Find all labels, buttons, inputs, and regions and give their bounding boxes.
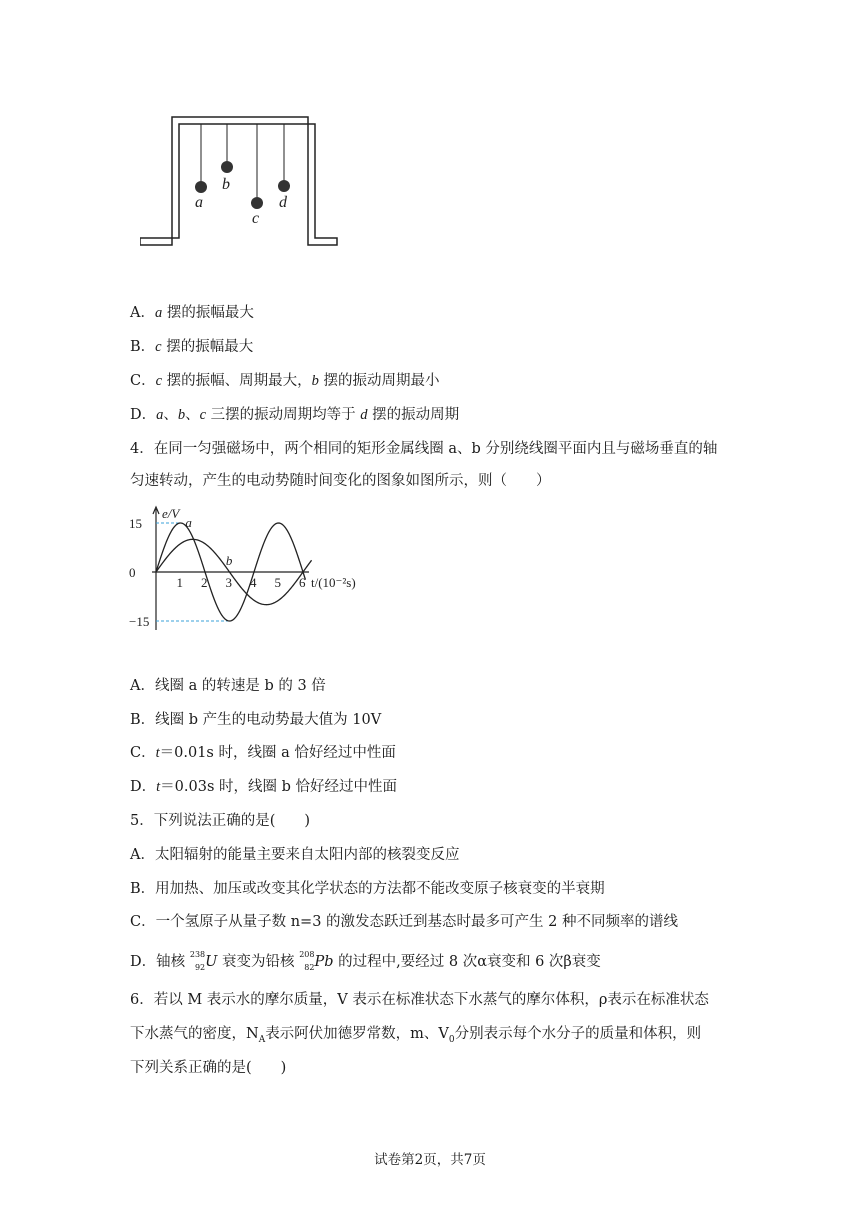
- x-tick-label-1: 1: [176, 575, 183, 590]
- q4-option-a: A．线圈 a 的转速是 b 的 3 倍: [130, 678, 326, 694]
- x-tick-label-4: 4: [250, 575, 257, 590]
- label-c: c: [252, 210, 260, 227]
- q6-line1: 6．若以 M 表示水的摩尔质量，V 表示在标准状态下水蒸气的摩尔体积，ρ表示在标准状态: [130, 992, 709, 1008]
- y-tick-label-1: 0: [129, 565, 136, 580]
- y-axis-label: e/V: [162, 506, 180, 521]
- y-tick-label-0: 15: [129, 516, 142, 531]
- q5-stem: 5．下列说法正确的是( ): [130, 813, 311, 829]
- page-footer: 试卷第2页，共7页: [374, 1152, 486, 1168]
- x-tick-label-6: 6: [299, 575, 306, 590]
- x-tick-label-2: 2: [201, 575, 208, 590]
- label-b: b: [222, 176, 230, 193]
- q5-option-b: B．用加热、加压或改变其化学状态的方法都不能改变原子核衰变的半衰期: [130, 881, 605, 897]
- label-a: a: [195, 194, 203, 211]
- bob-b: [221, 161, 233, 173]
- q4-option-c: C．t＝0.01s 时，线圈 a 恰好经过中性面: [130, 745, 396, 761]
- q4-option-d: D．t＝0.03s 时，线圈 b 恰好经过中性面: [130, 779, 398, 795]
- q4-stem-line1: 4．在同一匀强磁场中，两个相同的矩形金属线圈 a、b 分别绕线圈平面内且与磁场垂直的轴: [130, 441, 718, 457]
- q5-option-d: D．铀核 238 92 U 衰变为铅核 208 82 Pb 的过程中,要经过 8 次α衰变和 6 次β衰变: [130, 950, 601, 972]
- emf-chart: [126, 505, 376, 635]
- q6-line2: 下水蒸气的密度，$N_A$表示阿伏加德罗常数，m、$V_0$分别表示每个水分子的质量和体积，则: [130, 1026, 702, 1045]
- q3-option-a: A．a 摆的振幅最大: [130, 305, 254, 321]
- label-d: d: [279, 194, 287, 211]
- pendulum-figure: [140, 115, 340, 250]
- bob-d: [278, 180, 290, 192]
- lead-isotope: 208 82: [299, 950, 315, 972]
- q4-option-b: B．线圈 b 产生的电动势最大值为 10V: [130, 712, 382, 728]
- bob-c: [251, 197, 263, 209]
- x-tick-label-5: 5: [274, 575, 281, 590]
- q5-option-a: A．太阳辐射的能量主要来自太阳内部的核裂变反应: [130, 847, 460, 863]
- q3-option-b: B．c 摆的振幅最大: [130, 339, 254, 355]
- series-label-b: b: [225, 553, 233, 568]
- bob-a: [195, 181, 207, 193]
- x-axis-label: t/(10⁻²s): [311, 575, 356, 590]
- q5-option-c: C．一个氢原子从量子数 n=3 的激发态跃迁到基态时最多可产生 2 种不同频率的谱线: [130, 914, 678, 930]
- y-tick-label-2: −15: [129, 614, 150, 629]
- x-tick-label-3: 3: [225, 575, 232, 590]
- q6-line3: 下列关系正确的是( ): [130, 1060, 287, 1076]
- series-label-a: a: [185, 515, 192, 530]
- q4-stem-line2: 匀速转动，产生的电动势随时间变化的图象如图所示，则（ ）: [130, 473, 551, 489]
- uranium-isotope: 238 92: [189, 950, 206, 972]
- q3-option-d: D．a、b、c 三摆的振动周期均等于 d 摆的振动周期: [130, 407, 460, 423]
- q3-option-c: C．c 摆的振幅、周期最大，b 摆的振动周期最小: [130, 373, 440, 389]
